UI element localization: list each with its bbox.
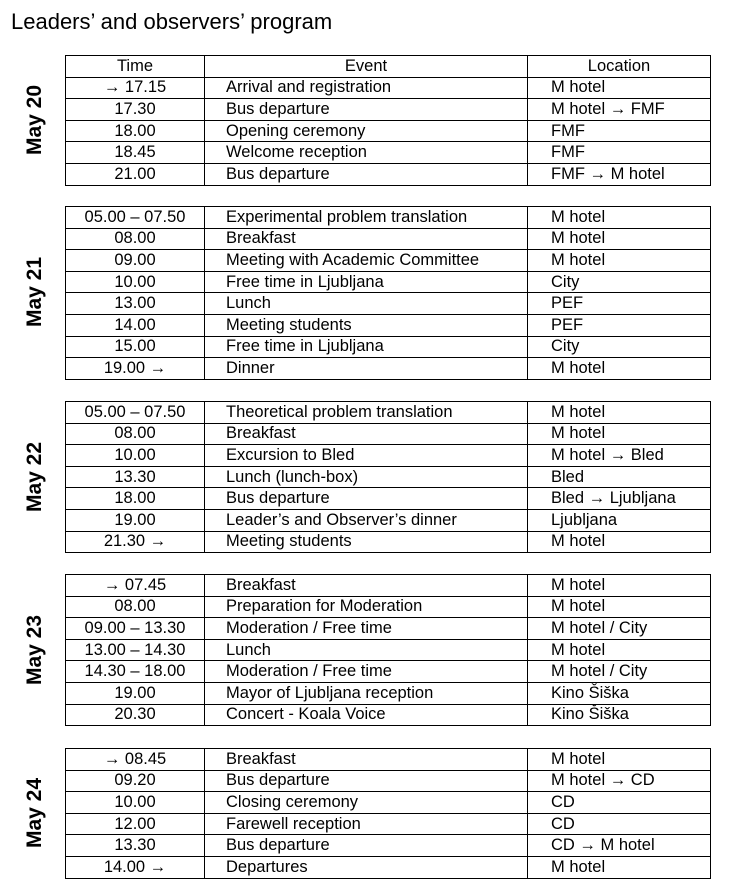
cell-time: 21.00 bbox=[66, 163, 205, 185]
schedule-table bbox=[65, 748, 711, 879]
cell-event: Breakfast bbox=[205, 228, 528, 250]
cell-time: 17.30 bbox=[66, 99, 205, 121]
schedule-table bbox=[65, 401, 711, 553]
table-row bbox=[66, 575, 711, 597]
cell-event: Arrival and registration bbox=[205, 77, 528, 99]
cell-event: Bus departure bbox=[205, 163, 528, 185]
cell-event: Welcome reception bbox=[205, 142, 528, 164]
cell-event: Dinner bbox=[205, 358, 528, 380]
day-label-text: May 24 bbox=[23, 777, 46, 848]
cell-time: → 08.45 bbox=[66, 749, 205, 771]
cell-time: 15.00 bbox=[66, 336, 205, 358]
cell-location: M hotel bbox=[528, 639, 711, 661]
cell-event: Moderation / Free time bbox=[205, 661, 528, 683]
cell-location: M hotel bbox=[528, 228, 711, 250]
cell-time: 08.00 bbox=[66, 423, 205, 445]
cell-event: Bus departure bbox=[205, 99, 528, 121]
cell-event: Closing ceremony bbox=[205, 792, 528, 814]
cell-location: CD bbox=[528, 813, 711, 835]
cell-time: 21.30 → bbox=[66, 531, 205, 553]
cell-location: FMF bbox=[528, 120, 711, 142]
cell-time: 20.30 bbox=[66, 704, 205, 726]
table-row bbox=[66, 531, 711, 553]
table-row bbox=[66, 596, 711, 618]
cell-event: Free time in Ljubljana bbox=[205, 271, 528, 293]
table-row bbox=[66, 639, 711, 661]
table-row bbox=[66, 293, 711, 315]
cell-location: CD → M hotel bbox=[528, 835, 711, 857]
cell-event: Bus departure bbox=[205, 770, 528, 792]
table-row bbox=[66, 163, 711, 185]
cell-time: 09.00 – 13.30 bbox=[66, 618, 205, 640]
page-title: Leaders’ and observers’ program bbox=[11, 9, 333, 34]
cell-location: M hotel / City bbox=[528, 618, 711, 640]
cell-time: 05.00 – 07.50 bbox=[66, 402, 205, 424]
table-row bbox=[66, 749, 711, 771]
cell-event: Theoretical problem translation bbox=[205, 402, 528, 424]
cell-time: 08.00 bbox=[66, 596, 205, 618]
cell-event: Experimental problem translation bbox=[205, 207, 528, 229]
cell-location: M hotel bbox=[528, 749, 711, 771]
cell-location: M hotel → Bled bbox=[528, 445, 711, 467]
cell-location: M hotel bbox=[528, 423, 711, 445]
cell-event: Departures bbox=[205, 856, 528, 878]
table-row bbox=[66, 682, 711, 704]
cell-time: 18.00 bbox=[66, 120, 205, 142]
cell-location: M hotel bbox=[528, 77, 711, 99]
cell-event: Breakfast bbox=[205, 423, 528, 445]
cell-time: 18.00 bbox=[66, 488, 205, 510]
cell-event: Mayor of Ljubljana reception bbox=[205, 682, 528, 704]
cell-time: → 17.15 bbox=[66, 77, 205, 99]
cell-location: City bbox=[528, 271, 711, 293]
cell-time: 14.00 → bbox=[66, 856, 205, 878]
cell-event: Opening ceremony bbox=[205, 120, 528, 142]
table-row bbox=[66, 704, 711, 726]
cell-event: Lunch (lunch-box) bbox=[205, 466, 528, 488]
table-header-row bbox=[66, 56, 711, 78]
cell-time: 08.00 bbox=[66, 228, 205, 250]
table-row bbox=[66, 99, 711, 121]
cell-event: Excursion to Bled bbox=[205, 445, 528, 467]
schedule-table bbox=[65, 574, 711, 726]
cell-location: M hotel bbox=[528, 531, 711, 553]
cell-time: → 07.45 bbox=[66, 575, 205, 597]
cell-time: 14.30 – 18.00 bbox=[66, 661, 205, 683]
cell-location: M hotel bbox=[528, 575, 711, 597]
cell-location: Bled → Ljubljana bbox=[528, 488, 711, 510]
table-row bbox=[66, 466, 711, 488]
day-label-text: May 21 bbox=[23, 257, 46, 328]
cell-time: 13.00 – 14.30 bbox=[66, 639, 205, 661]
cell-event: Preparation for Moderation bbox=[205, 596, 528, 618]
cell-time: 05.00 – 07.50 bbox=[66, 207, 205, 229]
table-row bbox=[66, 120, 711, 142]
table-row bbox=[66, 314, 711, 336]
column-header-location: Location bbox=[528, 56, 711, 78]
cell-time: 10.00 bbox=[66, 792, 205, 814]
day-block bbox=[0, 55, 729, 185]
cell-location: Kino Šiška bbox=[528, 682, 711, 704]
cell-location: PEF bbox=[528, 314, 711, 336]
table-row bbox=[66, 792, 711, 814]
cell-time: 19.00 bbox=[66, 682, 205, 704]
cell-time: 12.00 bbox=[66, 813, 205, 835]
column-header-event: Event bbox=[205, 56, 528, 78]
cell-event: Meeting with Academic Committee bbox=[205, 250, 528, 272]
cell-event: Lunch bbox=[205, 293, 528, 315]
cell-location: CD bbox=[528, 792, 711, 814]
cell-location: M hotel bbox=[528, 250, 711, 272]
cell-time: 09.00 bbox=[66, 250, 205, 272]
cell-location: City bbox=[528, 336, 711, 358]
cell-event: Bus departure bbox=[205, 835, 528, 857]
table-row bbox=[66, 445, 711, 467]
cell-location: FMF → M hotel bbox=[528, 163, 711, 185]
cell-time: 18.45 bbox=[66, 142, 205, 164]
table-row bbox=[66, 358, 711, 380]
cell-time: 13.00 bbox=[66, 293, 205, 315]
table-row bbox=[66, 770, 711, 792]
cell-location: Ljubljana bbox=[528, 509, 711, 531]
cell-location: M hotel / City bbox=[528, 661, 711, 683]
cell-location: FMF bbox=[528, 142, 711, 164]
cell-event: Breakfast bbox=[205, 749, 528, 771]
table-row bbox=[66, 856, 711, 878]
cell-time: 09.20 bbox=[66, 770, 205, 792]
table-row bbox=[66, 618, 711, 640]
table-row bbox=[66, 271, 711, 293]
cell-event: Leader’s and Observer’s dinner bbox=[205, 509, 528, 531]
schedule-table bbox=[65, 206, 711, 380]
table-row bbox=[66, 142, 711, 164]
cell-time: 14.00 bbox=[66, 314, 205, 336]
cell-time: 13.30 bbox=[66, 835, 205, 857]
cell-event: Moderation / Free time bbox=[205, 618, 528, 640]
table-row bbox=[66, 207, 711, 229]
cell-location: M hotel bbox=[528, 358, 711, 380]
cell-time: 19.00 → bbox=[66, 358, 205, 380]
cell-location: M hotel bbox=[528, 207, 711, 229]
table-row bbox=[66, 250, 711, 272]
cell-location: M hotel bbox=[528, 856, 711, 878]
table-row bbox=[66, 835, 711, 857]
cell-location: M hotel → FMF bbox=[528, 99, 711, 121]
table-row bbox=[66, 509, 711, 531]
cell-location: PEF bbox=[528, 293, 711, 315]
cell-event: Farewell reception bbox=[205, 813, 528, 835]
cell-event: Meeting students bbox=[205, 531, 528, 553]
schedule-table bbox=[65, 55, 711, 186]
cell-location: Bled bbox=[528, 466, 711, 488]
cell-location: M hotel → CD bbox=[528, 770, 711, 792]
cell-event: Meeting students bbox=[205, 314, 528, 336]
table-row bbox=[66, 813, 711, 835]
cell-event: Bus departure bbox=[205, 488, 528, 510]
cell-time: 10.00 bbox=[66, 271, 205, 293]
day-block bbox=[0, 206, 729, 379]
cell-location: M hotel bbox=[528, 402, 711, 424]
table-row bbox=[66, 402, 711, 424]
table-row bbox=[66, 336, 711, 358]
cell-event: Free time in Ljubljana bbox=[205, 336, 528, 358]
day-block bbox=[0, 401, 729, 552]
cell-location: Kino Šiška bbox=[528, 704, 711, 726]
day-label-text: May 23 bbox=[23, 614, 46, 685]
day-block bbox=[0, 748, 729, 878]
cell-event: Concert - Koala Voice bbox=[205, 704, 528, 726]
column-header-time: Time bbox=[66, 56, 205, 78]
cell-event: Breakfast bbox=[205, 575, 528, 597]
table-row bbox=[66, 661, 711, 683]
table-row bbox=[66, 423, 711, 445]
table-row bbox=[66, 488, 711, 510]
day-label-text: May 22 bbox=[23, 441, 46, 512]
table-row bbox=[66, 77, 711, 99]
day-block bbox=[0, 574, 729, 725]
cell-time: 19.00 bbox=[66, 509, 205, 531]
cell-event: Lunch bbox=[205, 639, 528, 661]
day-label-text: May 20 bbox=[23, 84, 46, 155]
cell-time: 10.00 bbox=[66, 445, 205, 467]
cell-location: M hotel bbox=[528, 596, 711, 618]
cell-time: 13.30 bbox=[66, 466, 205, 488]
table-row bbox=[66, 228, 711, 250]
